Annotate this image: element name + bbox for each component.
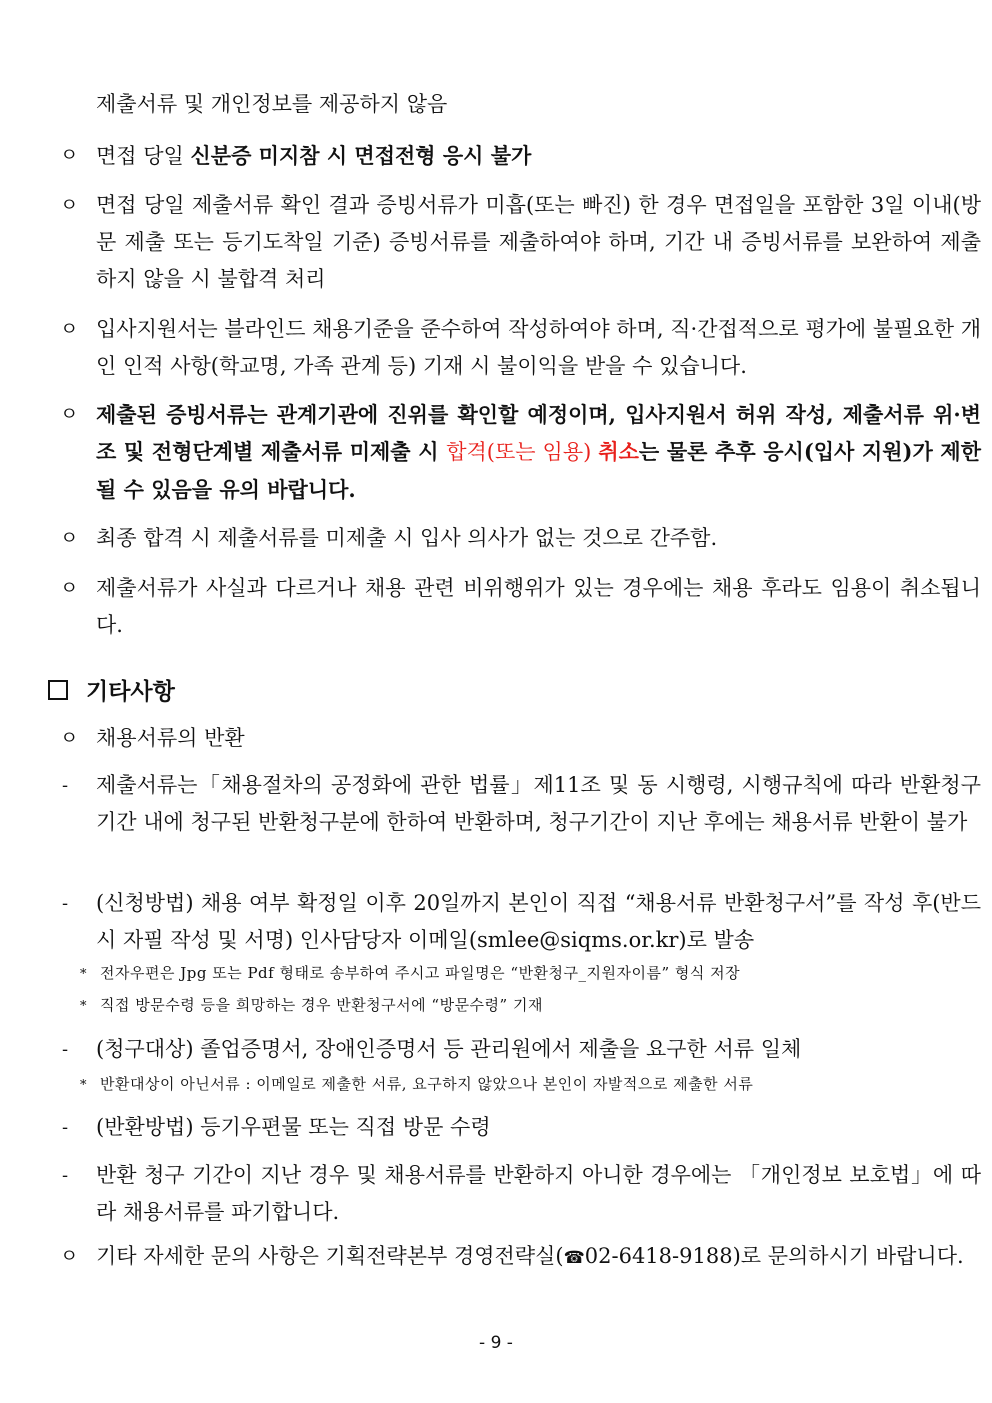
asterisk-icon: * — [80, 967, 87, 982]
bullet-id-requirement: ㅇ 면접 당일 신분증 미지참 시 면접전형 응시 불가 — [60, 137, 981, 175]
bullet-final-pass: ㅇ 최종 합격 시 제출서류를 미제출 시 입사 의사가 없는 것으로 간주함. — [60, 520, 981, 557]
bullet-cancellation: ㅇ 제출서류가 사실과 다르거나 채용 관련 비위행위가 있는 경우에는 채용 후라도 임용이 취소됩니다. — [60, 570, 981, 644]
bullet-document-check: ㅇ 면접 당일 제출서류 확인 결과 증빙서류가 미흡(또는 빠진) 한 경우 면접일을 포함한 3일 이내(방문 제출 또는 등기도착일 기준) 증빙서류를 제출하여야 하며, 기간 내 증빙서류를 보완하여 제출하지 않을 시 불합격 처리 — [60, 187, 981, 298]
bullet-contact: ㅇ 기타 자세한 문의 사항은 기획전략본부 경영전략실(☎02-6418-9188)로 문의하시기 바랍니다. — [60, 1238, 981, 1277]
square-box-icon — [48, 680, 68, 700]
circle-bullet-icon: ㅇ — [60, 527, 79, 549]
circle-bullet-icon: ㅇ — [60, 318, 79, 340]
asterisk-icon: * — [80, 999, 87, 1014]
dash-item-claim-target: - (청구대상) 졸업증명서, 장애인증명서 등 관리원에서 제출을 요구한 서류 일체 — [60, 1031, 981, 1068]
page-number: - 9 - — [479, 1333, 513, 1353]
dash-bullet-icon: - — [62, 1117, 69, 1138]
circle-bullet-icon: ㅇ — [60, 1245, 79, 1267]
dash-bullet-icon: - — [62, 775, 69, 796]
dash-item-application-method: - (신청방법) 채용 여부 확정일 이후 20일까지 본인이 직접 “채용서류 반환청구서”를 작성 후(반드시 자필 작성 및 서명) 인사담당자 이메일(smlee@siqms.or.kr)로 발송 — [60, 885, 981, 959]
dash-item-return-method: - (반환방법) 등기우편물 또는 직접 방문 수령 — [60, 1109, 981, 1146]
bullet-blind-hiring: ㅇ 입사지원서는 블라인드 채용기준을 준수하여 작성하여야 하며, 직·간접적으로 평가에 불필요한 개인 인적 사항(학교명, 가족 관계 등) 기재 시 불이익을 받을 수 있습니다. — [60, 311, 981, 385]
dash-bullet-icon: - — [62, 893, 69, 914]
note-email-format: * 전자우편은 Jpg 또는 Pdf 형태로 송부하여 주시고 파일명은 “반환청구_지원자이름” 형식 저장 — [80, 962, 940, 986]
circle-bullet-icon: ㅇ — [60, 403, 79, 425]
section-heading: 기타사항 — [48, 676, 175, 708]
dash-bullet-icon: - — [62, 1165, 69, 1186]
circle-bullet-icon: ㅇ — [60, 144, 79, 166]
note-excluded-documents: * 반환대상이 아닌서류 : 이메일로 제출한 서류, 요구하지 않았으나 본인이 자발적으로 제출한 서류 — [80, 1073, 940, 1097]
bullet-verification-warning: ㅇ 제출된 증빙서류는 관계기관에 진위를 확인할 예정이며, 입사지원서 허위 작성, 제출서류 위·변조 및 전형단계별 제출서류 미제출 시 합격(또는 임용) 취소는 물론 추후 응시(입사 지원)가 제한될 수 있음을 유의 바랍니다. — [60, 396, 981, 508]
dash-item-disposal: - 반환 청구 기간이 지난 경우 및 채용서류를 반환하지 아니한 경우에는 「개인정보 보호법」에 따라 채용서류를 파기합니다. — [60, 1157, 981, 1231]
dash-bullet-icon: - — [62, 1039, 69, 1060]
note-visit-pickup: * 직접 방문수령 등을 희망하는 경우 반환청구서에 “방문수령” 기재 — [80, 994, 940, 1018]
phone-icon: ☎ — [563, 1248, 585, 1268]
circle-bullet-icon: ㅇ — [60, 577, 79, 599]
circle-bullet-icon: ㅇ — [60, 727, 79, 749]
circle-bullet-icon: ㅇ — [60, 194, 79, 216]
asterisk-icon: * — [80, 1078, 87, 1093]
bullet-document-return: ㅇ 채용서류의 반환 — [60, 720, 981, 757]
continuation-line: 제출서류 및 개인정보를 제공하지 않음 — [96, 92, 448, 116]
dash-item-law: - 제출서류는「채용절차의 공정화에 관한 법률」제11조 및 동 시행령, 시행규칙에 따라 반환청구기간 내에 청구된 반환청구분에 한하여 반환하며, 청구기간이 지난 후에는 채용서류 반환이 불가 — [60, 767, 981, 841]
